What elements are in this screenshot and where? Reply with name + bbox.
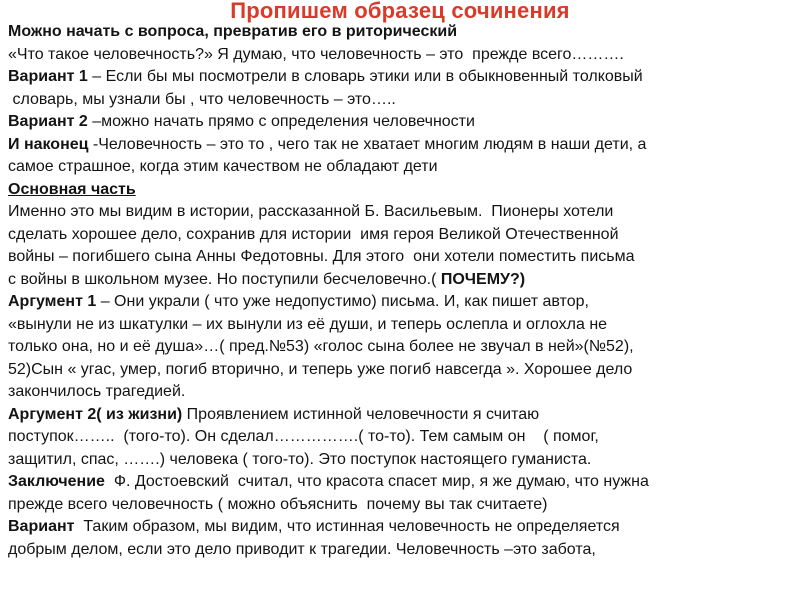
variant-1-line: Вариант 1 – Если бы мы посмотрели в словарь этики или в обыкновенный толковый: [8, 68, 643, 85]
variant-2-line: Вариант 2 –можно начать прямо с определения человечности: [8, 113, 475, 130]
main-line-last: с войны в школьном музее. Но поступили бесчеловечно.( ПОЧЕМУ?): [8, 270, 526, 288]
argument-2-text: поступок…….. (того-то). Он сделал…………….( то-то). Тем самым он ( помог,: [8, 428, 599, 445]
essay-text: [8, 21, 798, 561]
finally-line-2: самое страшное, когда этим качеством не обладают дети: [8, 158, 438, 175]
argument-2-text: защитил, спас, …….) человека ( того-то). Это поступок настоящего гуманиста.: [8, 450, 592, 468]
argument-1-text: 52)Сын « угас, умер, погиб вторично, и теперь уже погиб навсегда ». Хорошее дело: [8, 360, 633, 378]
argument-1-text: только она, но и её душа»…( пред.№53) «голос сына более не звучал в ней»(№52),: [8, 338, 634, 355]
variant-2-label: Вариант 2: [8, 113, 88, 130]
main-line: сделать хорошее дело, сохранив для истории имя героя Великой Отечественной: [8, 225, 619, 243]
slide-title: Пропишем образец сочинения: [230, 0, 570, 23]
conclusion-label: Заключение: [8, 473, 105, 490]
main-line: Именно это мы видим в истории, рассказанной Б. Васильевым. Пионеры хотели: [8, 203, 614, 220]
main-part-heading: Основная часть: [8, 180, 136, 198]
final-variant-label: Вариант: [8, 518, 75, 535]
variant-1-line-2: словарь, мы узнали бы , что человечность – это…..: [8, 90, 396, 108]
argument-2-label: Аргумент 2( из жизни): [8, 405, 183, 423]
argument-1-line: Аргумент 1 – Они украли ( что уже недопустимо) письма. И, как пишет автор,: [8, 293, 589, 310]
finally-line: И наконец -Человечность – это то , чего так не хватает многим людям в наши дети, а: [8, 135, 647, 153]
conclusion-line: Заключение Ф. Достоевский считал, что красота спасет мир, я же думаю, что нужна: [8, 473, 649, 490]
final-variant-line-2: добрым делом, если это дело приводит к трагедии. Человечность –это забота,: [8, 540, 596, 558]
final-variant-line: Вариант Таким образом, мы видим, что истинная человечность не определяется: [8, 518, 620, 535]
intro-question: «Что такое человечность?» Я думаю, что человечность – это прежде всего……….: [8, 45, 624, 63]
main-line: войны – погибшего сына Анны Федотовны. Для этого они хотели поместить письма: [8, 248, 635, 265]
why-question: ПОЧЕМУ?): [436, 270, 526, 288]
intro-heading: Можно начать с вопроса, превратив его в риторический: [8, 23, 458, 40]
argument-1-text: закончилось трагедией.: [8, 383, 186, 400]
argument-2-line: Аргумент 2( из жизни) Проявлением истинной человечности я считаю: [8, 405, 540, 423]
finally-label: И наконец: [8, 135, 89, 153]
variant-1-label: Вариант 1: [8, 68, 88, 85]
argument-1-text: «вынули не из шкатулки – их вынули из её души, и теперь ослепла и оглохла не: [8, 315, 608, 333]
conclusion-line-2: прежде всего человечность ( можно объяснить почему вы так считаете): [8, 495, 548, 513]
argument-1-label: Аргумент 1: [8, 293, 97, 310]
